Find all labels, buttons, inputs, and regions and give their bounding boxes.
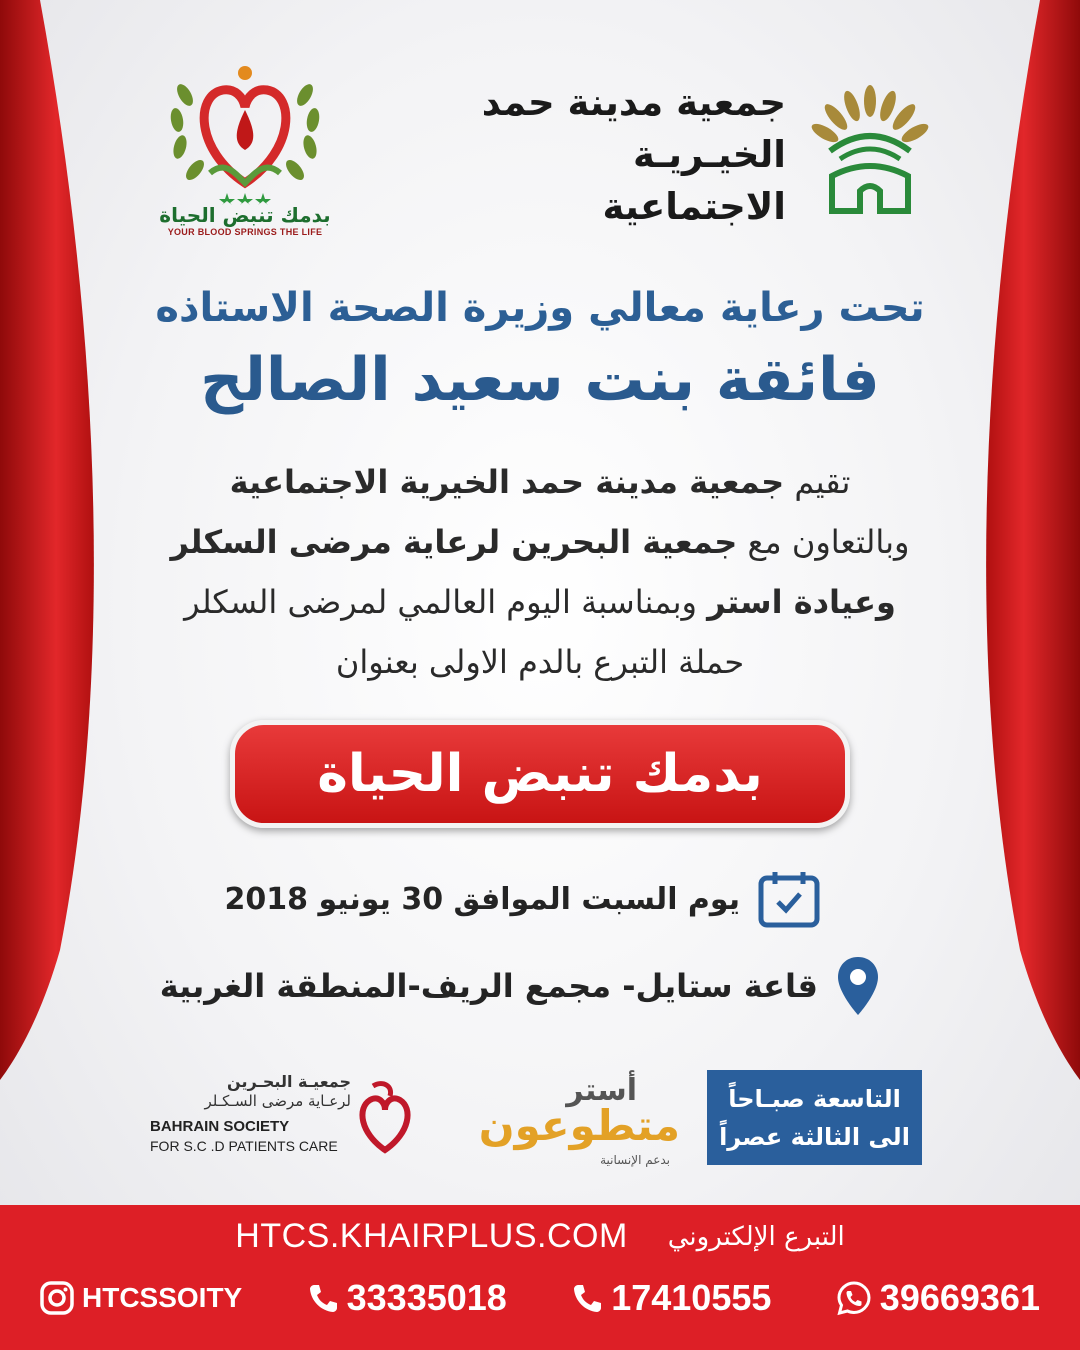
org-name-line1: جمعية مدينة حمد — [481, 81, 786, 124]
instagram-icon — [40, 1281, 74, 1315]
palm-emblem-icon — [810, 81, 930, 226]
footer-donation — [0, 1217, 1080, 1256]
location-pin-icon — [836, 955, 880, 1017]
heart-blood-drop-icon — [155, 55, 335, 205]
event-time-box — [707, 1070, 922, 1165]
event-location-text: قاعة ستايل- مجمع الريف-المنطقة الغربية — [159, 967, 818, 1005]
footer-bar — [0, 1205, 1080, 1350]
whatsapp-number: 39669361 — [879, 1277, 1040, 1318]
aster-volunteers-logo — [435, 1065, 685, 1175]
campaign-logo-name-en: YOUR BLOOD SPRINGS THE LIFE — [167, 227, 323, 237]
phone-contact-2[interactable] — [571, 1277, 771, 1319]
event-time-end: الى الثالثة عصراً — [719, 1122, 910, 1151]
volunteers-word: متطوعون — [478, 1101, 680, 1150]
whatsapp-contact[interactable] — [836, 1277, 1040, 1319]
patron-name: فائقة بنت سعيد الصالح — [200, 345, 880, 415]
patron-title: تحت رعاية معالي وزيرة الصحة الاستاذه — [155, 285, 925, 331]
event-date-text: يوم السبت الموافق 30 يونيو 2018 — [224, 881, 740, 917]
announcement-line-3: وعيادة استر وبمناسبة اليوم العالمي لمرضى السكلر — [184, 583, 896, 621]
org-name — [470, 77, 786, 233]
instagram-contact[interactable] — [40, 1281, 242, 1315]
aster-word: أستر — [566, 1073, 637, 1108]
calendar-check-icon — [758, 870, 820, 928]
bahrain-society-logo — [145, 1070, 415, 1170]
footer-contacts — [40, 1277, 1040, 1319]
phone-number-2: 17410555 — [611, 1277, 772, 1318]
phone-number-1: 33335018 — [346, 1277, 507, 1318]
campaign-title-banner: بدمك تنبض الحياة — [230, 720, 850, 828]
aster-tagline: بدعم الإنسانية — [600, 1153, 670, 1167]
org-emblem — [810, 81, 930, 230]
org-header — [470, 80, 930, 230]
bscd-name-en: BAHRAIN SOCIETY — [150, 1118, 290, 1135]
curtain-left-decoration — [0, 0, 120, 1100]
instagram-handle: HTCSSOITY — [82, 1282, 243, 1313]
org-name-line2: الخيـريـة الاجتماعية — [602, 133, 786, 228]
campaign-logo-name-ar: بدمك تنبض الحياة — [159, 203, 331, 227]
sponsors-row — [145, 1065, 930, 1175]
bscd-subtitle-en: FOR S.C .D PATIENTS CARE — [150, 1138, 338, 1154]
announcement-text — [140, 452, 940, 692]
bscd-subtitle-ar: لرعـاية مرضى السـكـلر — [204, 1092, 351, 1110]
heart-ribbon-icon — [355, 1078, 415, 1158]
whatsapp-icon — [836, 1280, 872, 1316]
announcement-line-1: تقيم جمعية مدينة حمد الخيرية الاجتماعية — [229, 463, 851, 501]
curtain-right-decoration — [960, 0, 1080, 1100]
campaign-logo — [150, 55, 340, 245]
event-location — [160, 955, 880, 1017]
phone-contact-1[interactable] — [307, 1277, 507, 1319]
phone-icon — [571, 1282, 603, 1314]
donation-url-link[interactable]: HTCS.KHAIRPLUS.COM — [235, 1217, 628, 1255]
phone-icon — [307, 1282, 339, 1314]
announcement-line-4: حملة التبرع بالدم الاولى بعنوان — [335, 643, 745, 681]
event-date — [225, 870, 820, 928]
announcement-line-2: وبالتعاون مع جمعية البحرين لرعاية مرضى السكلر — [170, 523, 910, 561]
event-time-start: التاسعة صبـاحاً — [728, 1084, 901, 1113]
bscd-name-ar: جمعيـة البحـرين — [227, 1072, 351, 1091]
donation-label: التبرع الإلكتروني — [667, 1221, 845, 1252]
